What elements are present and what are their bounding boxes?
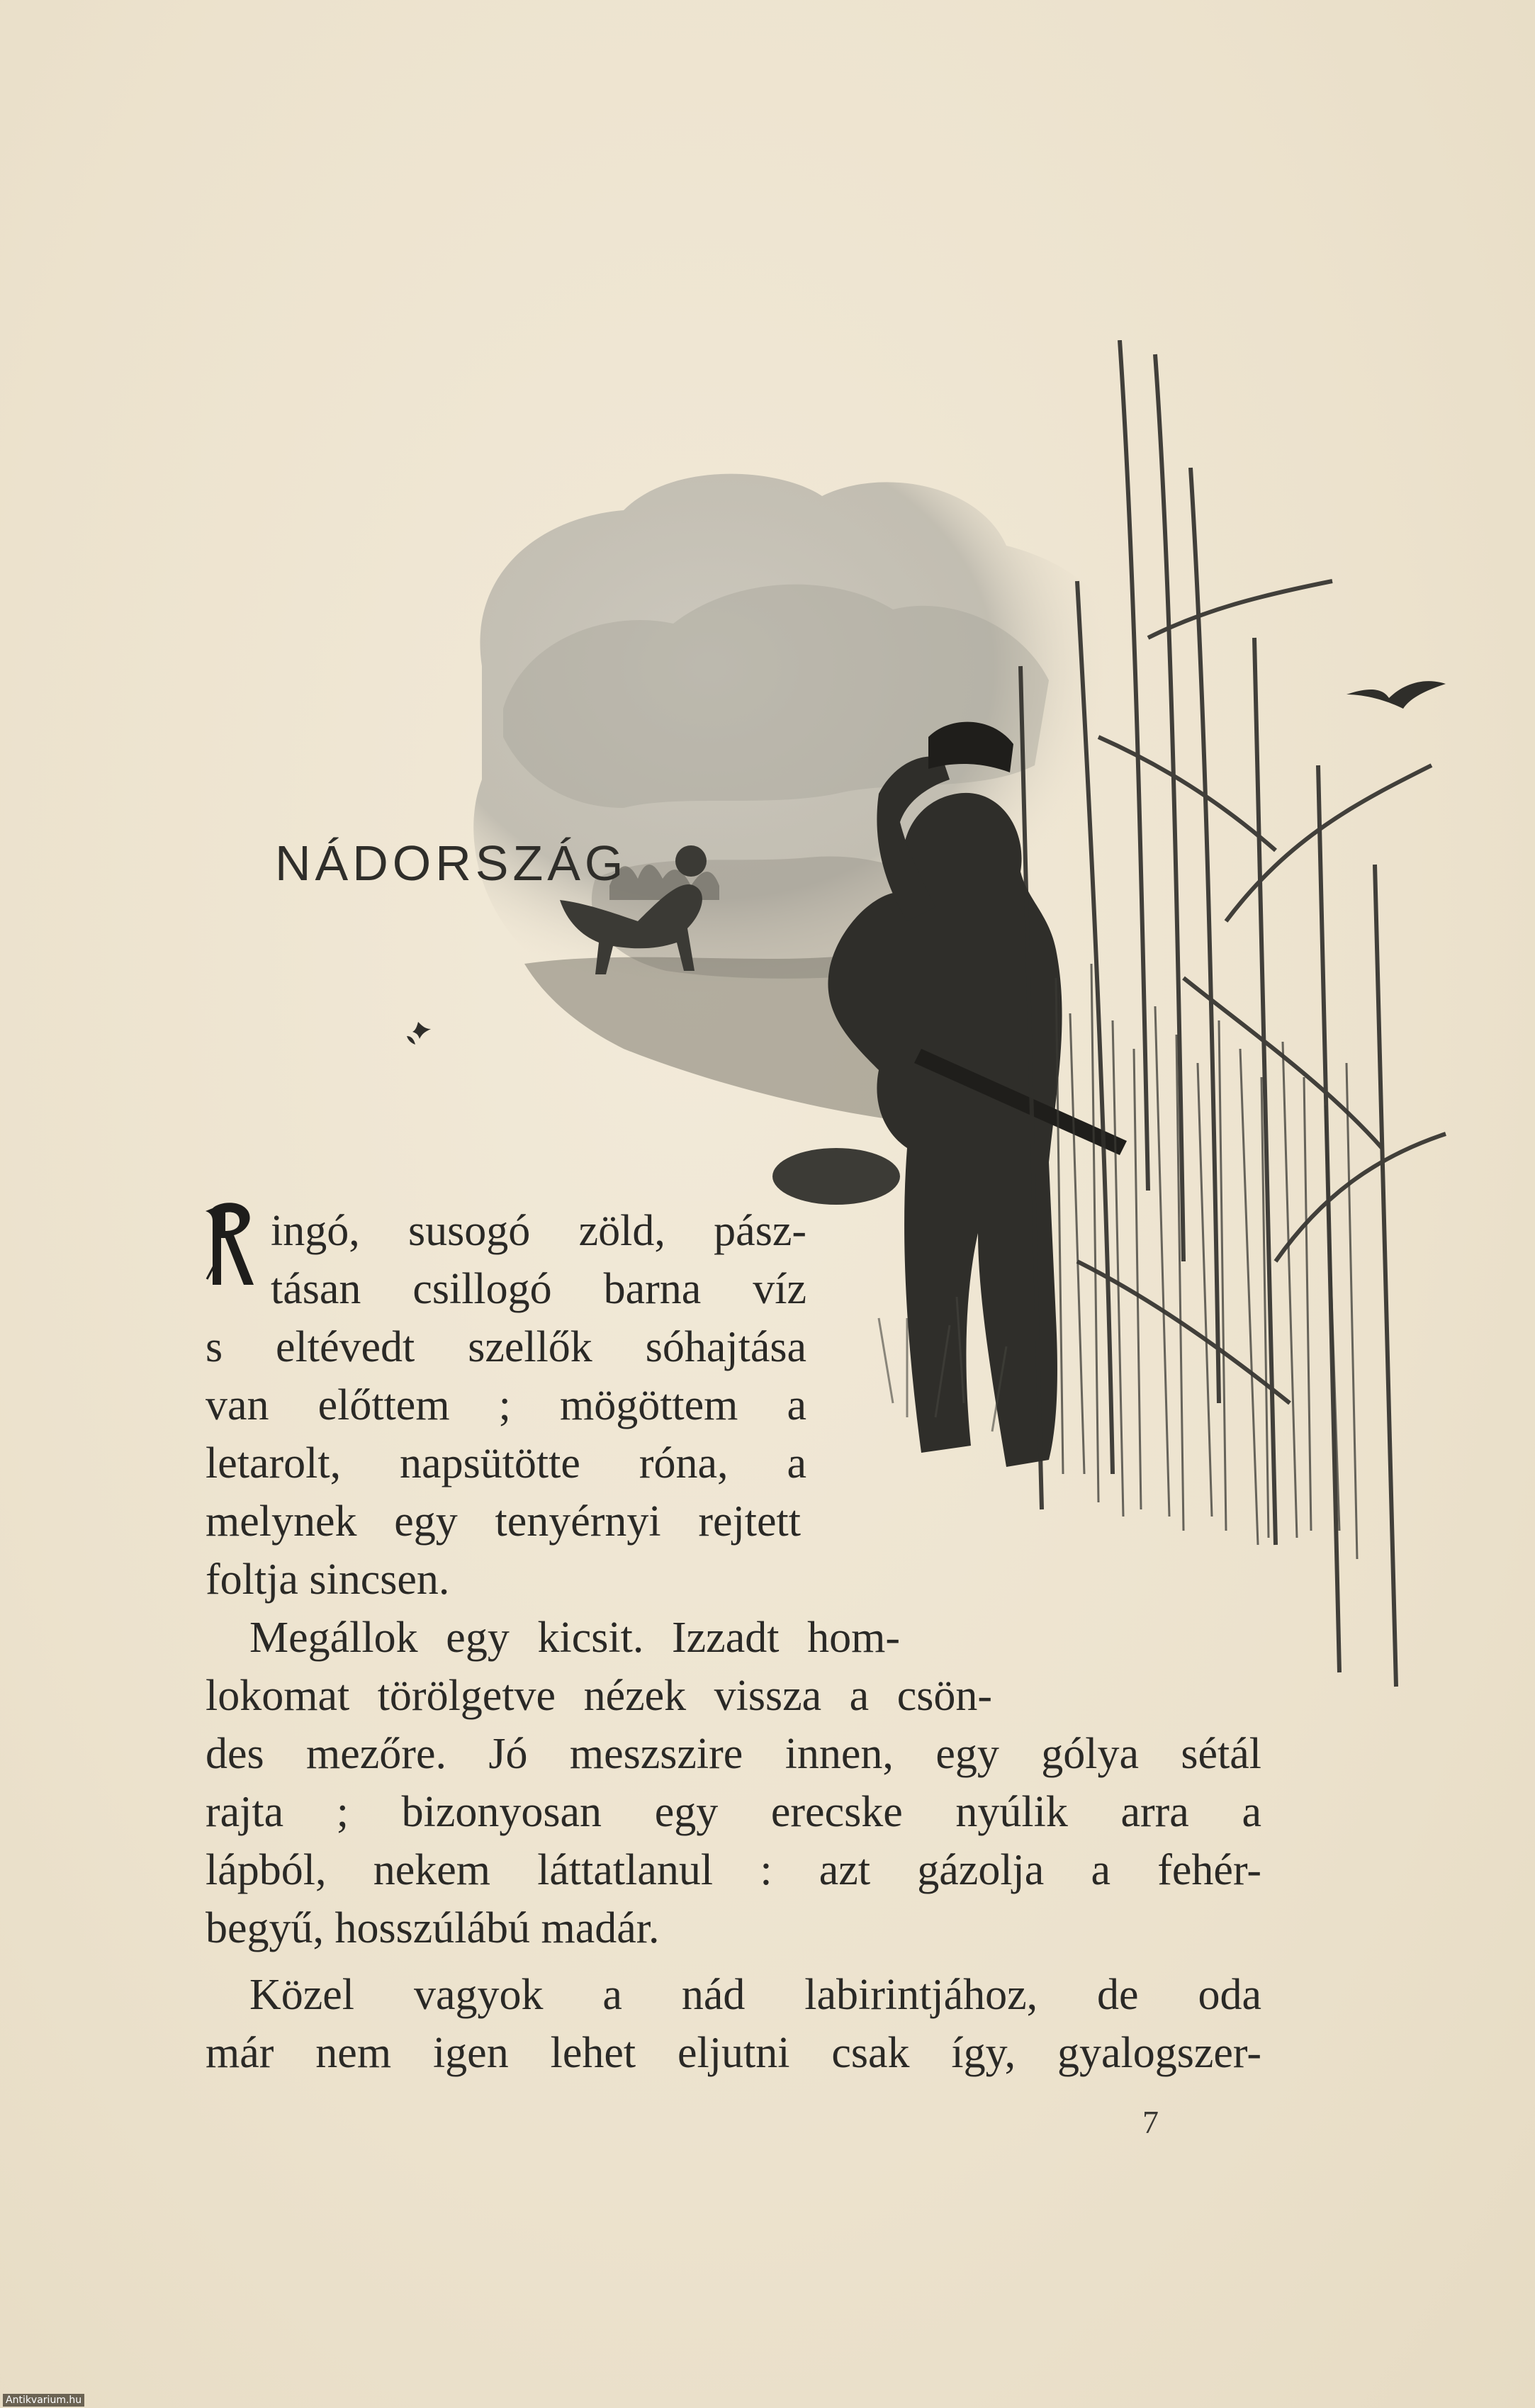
text-line: tásan csillogó barna víz	[271, 1265, 806, 1313]
fleuron-ornament-icon	[403, 1019, 434, 1050]
source-watermark: Antikvarium.hu	[3, 2394, 84, 2407]
text-line: lápból, nekem láttatlanul : azt gázolja a fehér-	[206, 1846, 1261, 1894]
text-line: van előttem ; mögöttem a	[206, 1381, 806, 1429]
text-line: begyű, hosszúlábú madár.	[206, 1904, 660, 1952]
text-line: foltja sincsen.	[206, 1555, 450, 1604]
text-line: melynek egy tenyérnyi rejtett	[206, 1497, 801, 1546]
text-line: des mezőre. Jó meszszire innen, egy gólya sétál	[206, 1730, 1261, 1778]
text-line: rajta ; bizonyosan egy erecske nyúlik arra a	[206, 1788, 1261, 1836]
text-line: már nem igen lehet eljutni csak így, gyalogszer-	[206, 2029, 1261, 2077]
text-line: ingó, susogó zöld, pász-	[271, 1207, 806, 1255]
page-number: 7	[1142, 2104, 1159, 2140]
text-line: lokomat törölgetve nézek vissza a csön-	[206, 1672, 992, 1720]
text-line: letarolt, napsütötte róna, a	[206, 1439, 806, 1487]
decorative-initial-R	[206, 1194, 262, 1300]
chapter-title: NÁDORSZÁG	[275, 836, 628, 891]
text-line: Megállok egy kicsit. Izzadt hom-	[249, 1614, 900, 1662]
text-line: s eltévedt szellők sóhajtása	[206, 1323, 806, 1371]
text-line: Közel vagyok a nád labirintjához, de oda	[249, 1971, 1261, 2019]
